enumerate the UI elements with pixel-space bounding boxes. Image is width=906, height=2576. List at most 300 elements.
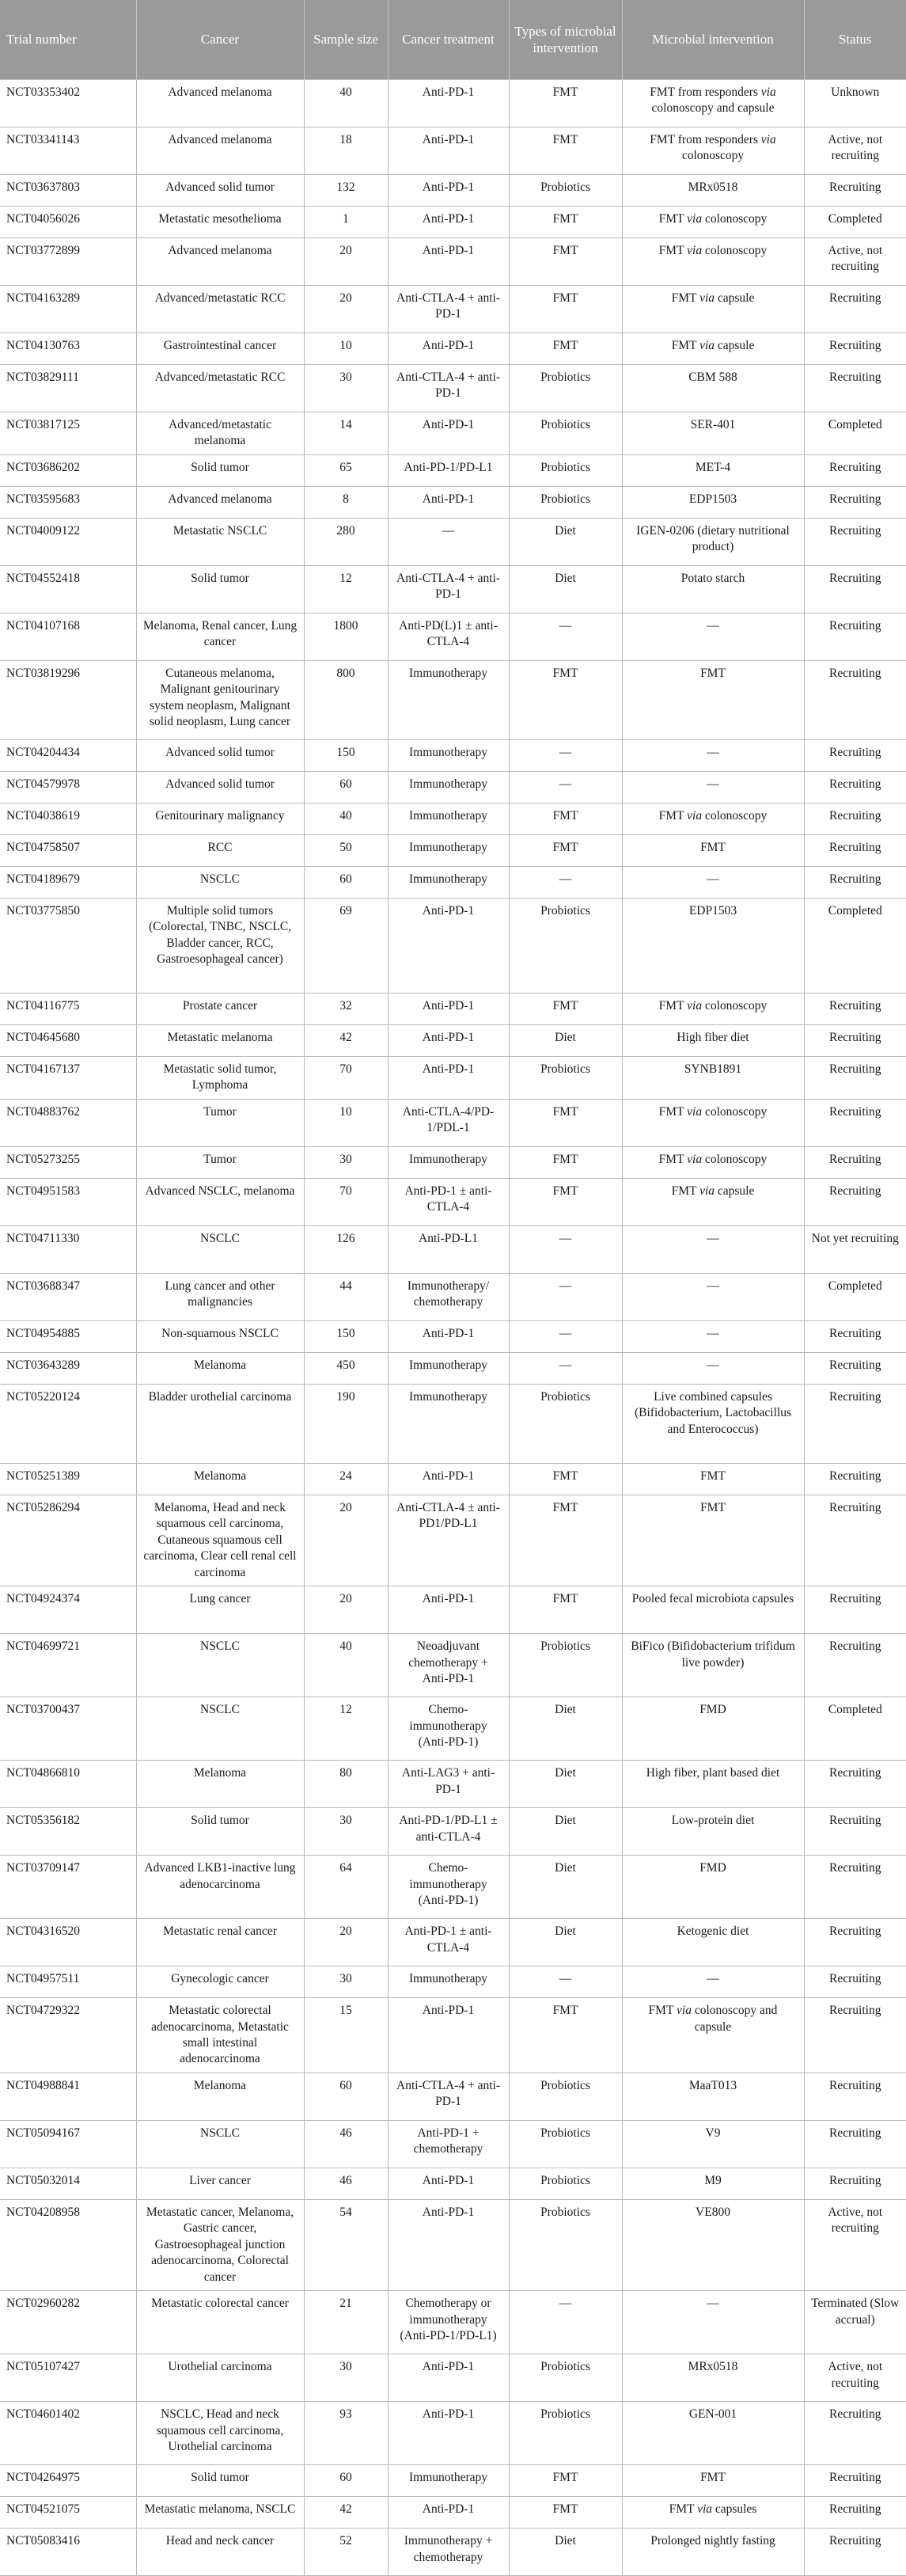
status-cell: Recruiting <box>804 1634 906 1697</box>
microbial-intervention-cell: BiFico (Bifidobacterium trifidum live powder) <box>622 1634 804 1697</box>
cancer-cell: Melanoma <box>136 1761 304 1808</box>
cancer-treatment-cell: Anti-PD-1 <box>388 238 509 286</box>
sample-size-cell: 190 <box>304 1384 388 1463</box>
status-cell: Recruiting <box>804 1586 906 1634</box>
table-row <box>0 1225 906 1273</box>
sample-size-cell: 65 <box>304 454 388 486</box>
cancer-cell: Advanced LKB1-inactive lung adenocarcinoma <box>136 1856 304 1919</box>
status-cell: Recruiting <box>804 565 906 613</box>
trial-number-cell: NCT04552418 <box>0 565 136 613</box>
microbial-intervention-cell: — <box>622 2291 804 2354</box>
trial-number-cell: NCT03353402 <box>0 80 136 127</box>
microbial-intervention-cell: SYNB1891 <box>622 1056 804 1099</box>
microbial-intervention-cell: MRx0518 <box>622 175 804 207</box>
status-cell: Recruiting <box>804 2402 906 2465</box>
table-row <box>0 1634 906 1697</box>
microbial-intervention-cell: Potato starch <box>622 565 804 613</box>
table-row <box>0 1856 906 1919</box>
microbial-intervention-cell: IGEN-0206 (dietary nutritional product) <box>622 518 804 565</box>
cancer-treatment-cell: Anti-PD-1 <box>388 175 509 207</box>
cancer-cell: Non-squamous NSCLC <box>136 1320 304 1352</box>
status-cell: Recruiting <box>804 803 906 834</box>
table-row <box>0 1352 906 1384</box>
table-row <box>0 1966 906 1998</box>
status-cell: Unknown <box>804 80 906 127</box>
trial-number-cell: NCT04729322 <box>0 1998 136 2073</box>
table-row <box>0 1808 906 1856</box>
trial-number-cell: NCT04163289 <box>0 286 136 333</box>
cancer-cell: Advanced melanoma <box>136 80 304 127</box>
cancer-treatment-cell: Anti-PD-1 <box>388 127 509 175</box>
microbial-intervention-cell: FMT from responders via colonoscopy <box>622 127 804 175</box>
status-cell: Recruiting <box>804 1384 906 1463</box>
status-cell: Recruiting <box>804 1919 906 1966</box>
table-body <box>0 80 906 2576</box>
header-row <box>0 0 906 80</box>
trial-number-cell: NCT04167137 <box>0 1056 136 1099</box>
cancer-cell: Tumor <box>136 1146 304 1178</box>
status-cell: Recruiting <box>804 1056 906 1099</box>
microbial-intervention-cell: SER-401 <box>622 412 804 455</box>
cancer-cell: Metastatic melanoma, NSCLC <box>136 2497 304 2529</box>
status-cell: Recruiting <box>804 2073 906 2120</box>
microbial-intervention-cell: High fiber, plant based diet <box>622 1761 804 1808</box>
cancer-treatment-cell: Immunotherapy <box>388 1966 509 1998</box>
table-row <box>0 1586 906 1634</box>
cancer-cell: Metastatic colorectal adenocarcinoma, Metastatic small intestinal adenocarcinoma <box>136 1998 304 2073</box>
table-row <box>0 1320 906 1352</box>
table-row <box>0 1761 906 1808</box>
microbial-type-cell: Diet <box>509 1697 622 1761</box>
cancer-cell: Multiple solid tumors (Colorectal, TNBC, NSCLC, Bladder cancer, RCC, Gastroesophageal cancer) <box>136 898 304 993</box>
status-cell: Not yet recruiting <box>804 1225 906 1273</box>
cancer-treatment-cell: Chemotherapy or immunotherapy (Anti-PD-1/PD-L1) <box>388 2291 509 2354</box>
status-cell: Recruiting <box>804 286 906 333</box>
trial-number-cell: NCT04107168 <box>0 613 136 660</box>
microbial-type-cell: FMT <box>509 1463 622 1495</box>
sample-size-cell: 40 <box>304 80 388 127</box>
cancer-treatment-cell: Anti-PD-1 ± anti-CTLA-4 <box>388 1178 509 1225</box>
trial-number-cell: NCT04954885 <box>0 1320 136 1352</box>
table-row <box>0 2291 906 2354</box>
status-cell: Recruiting <box>804 1352 906 1384</box>
sample-size-cell: 150 <box>304 739 388 771</box>
microbial-type-cell: Diet <box>509 518 622 565</box>
status-cell: Active, not recruiting <box>804 2199 906 2290</box>
status-cell: Terminated (Slow accrual) <box>804 2291 906 2354</box>
microbial-type-cell: Diet <box>509 565 622 613</box>
microbial-intervention-cell: FMD <box>622 1697 804 1761</box>
cancer-treatment-cell: Anti-PD-1 <box>388 1586 509 1634</box>
cancer-cell: Metastatic colorectal cancer <box>136 2291 304 2354</box>
cancer-cell: Advanced solid tumor <box>136 739 304 771</box>
cancer-cell: Melanoma <box>136 1463 304 1495</box>
cancer-treatment-cell: Anti-PD-1 <box>388 993 509 1024</box>
table-header <box>0 0 906 80</box>
microbial-intervention-cell: Prolonged nightly fasting <box>622 2529 804 2576</box>
cancer-cell: Metastatic NSCLC <box>136 518 304 565</box>
trial-number-cell: NCT04130763 <box>0 333 136 365</box>
microbial-type-cell: FMT <box>509 207 622 238</box>
cancer-treatment-cell: Immunotherapy <box>388 739 509 771</box>
status-cell: Recruiting <box>804 1761 906 1808</box>
sample-size-cell: 800 <box>304 660 388 739</box>
cancer-treatment-cell: Anti-CTLA-4 + anti-PD-1 <box>388 286 509 333</box>
microbial-type-cell: — <box>509 1352 622 1384</box>
microbial-intervention-cell: — <box>622 1320 804 1352</box>
microbial-type-cell: FMT <box>509 2497 622 2529</box>
table-row <box>0 1099 906 1146</box>
trial-number-cell: NCT05032014 <box>0 2168 136 2199</box>
status-cell: Active, not recruiting <box>804 127 906 175</box>
microbial-type-cell: FMT <box>509 333 622 365</box>
cancer-treatment-cell: Immunotherapy <box>388 866 509 898</box>
trial-number-cell: NCT04316520 <box>0 1919 136 1966</box>
microbial-intervention-cell: FMT via colonoscopy <box>622 207 804 238</box>
status-cell: Recruiting <box>804 613 906 660</box>
microbial-intervention-cell: EDP1503 <box>622 898 804 993</box>
status-cell: Recruiting <box>804 1178 906 1225</box>
status-cell: Active, not recruiting <box>804 2354 906 2402</box>
microbial-intervention-cell: — <box>622 866 804 898</box>
table-row <box>0 1273 906 1320</box>
microbial-intervention-cell: FMT via colonoscopy and capsule <box>622 1998 804 2073</box>
status-cell: Recruiting <box>804 454 906 486</box>
table-row <box>0 454 906 486</box>
microbial-intervention-cell: CBM 588 <box>622 365 804 412</box>
sample-size-cell: 30 <box>304 1808 388 1856</box>
trial-number-cell: NCT04204434 <box>0 739 136 771</box>
status-cell: Recruiting <box>804 333 906 365</box>
microbial-type-cell: Probiotics <box>509 2354 622 2402</box>
sample-size-cell: 40 <box>304 803 388 834</box>
table-row <box>0 2465 906 2497</box>
status-cell: Recruiting <box>804 2497 906 2529</box>
microbial-type-cell: Probiotics <box>509 1384 622 1463</box>
trial-number-cell: NCT05083416 <box>0 2529 136 2576</box>
trial-number-cell: NCT04699721 <box>0 1634 136 1697</box>
table-row <box>0 1697 906 1761</box>
cancer-cell: Cutaneous melanoma, Malignant genitourinary system neoplasm, Malignant solid neoplasm, Lung cancer <box>136 660 304 739</box>
status-cell: Recruiting <box>804 660 906 739</box>
status-cell: Recruiting <box>804 518 906 565</box>
microbial-type-cell: — <box>509 1273 622 1320</box>
cancer-treatment-cell: Anti-PD-1 <box>388 2354 509 2402</box>
table-row <box>0 834 906 866</box>
cancer-cell: Advanced melanoma <box>136 238 304 286</box>
sample-size-cell: 80 <box>304 1761 388 1808</box>
cancer-treatment-cell: Anti-CTLA-4 + anti-PD-1 <box>388 365 509 412</box>
cancer-cell: Advanced melanoma <box>136 127 304 175</box>
trial-number-cell: NCT05273255 <box>0 1146 136 1178</box>
sample-size-cell: 126 <box>304 1225 388 1273</box>
microbial-type-cell: — <box>509 613 622 660</box>
cancer-treatment-cell: Anti-PD-1 <box>388 2497 509 2529</box>
status-cell: Recruiting <box>804 1463 906 1495</box>
trial-number-cell: NCT04056026 <box>0 207 136 238</box>
microbial-type-cell: Diet <box>509 1808 622 1856</box>
cancer-cell: NSCLC, Head and neck squamous cell carcinoma, Urothelial carcinoma <box>136 2402 304 2465</box>
trial-number-cell: NCT05094167 <box>0 2120 136 2168</box>
microbial-intervention-cell: FMT via colonoscopy <box>622 1099 804 1146</box>
microbial-type-cell: — <box>509 1225 622 1273</box>
status-cell: Recruiting <box>804 1099 906 1146</box>
table-row <box>0 486 906 518</box>
microbial-intervention-cell: MRx0518 <box>622 2354 804 2402</box>
trial-number-cell: NCT04601402 <box>0 2402 136 2465</box>
microbial-intervention-cell: M9 <box>622 2168 804 2199</box>
microbial-type-cell: Probiotics <box>509 1056 622 1099</box>
cancer-cell: Prostate cancer <box>136 993 304 1024</box>
header-cancer-treatment: Cancer treatment <box>388 0 509 80</box>
sample-size-cell: 46 <box>304 2168 388 2199</box>
table-row <box>0 412 906 455</box>
cancer-treatment-cell: Neoadjuvant chemotherapy + Anti-PD-1 <box>388 1634 509 1697</box>
table-row <box>0 1056 906 1099</box>
cancer-treatment-cell: Anti-PD-1 <box>388 1320 509 1352</box>
microbial-type-cell: FMT <box>509 1998 622 2073</box>
header-sample-size: Sample size <box>304 0 388 80</box>
microbial-type-cell: Probiotics <box>509 2120 622 2168</box>
table-row <box>0 1178 906 1225</box>
status-cell: Recruiting <box>804 1998 906 2073</box>
cancer-treatment-cell: Immunotherapy <box>388 771 509 803</box>
table-row <box>0 1919 906 1966</box>
sample-size-cell: 70 <box>304 1056 388 1099</box>
cancer-treatment-cell: Immunotherapy <box>388 1384 509 1463</box>
cancer-cell: Lung cancer <box>136 1586 304 1634</box>
microbial-intervention-cell: FMT <box>622 1495 804 1586</box>
table-row <box>0 333 906 365</box>
sample-size-cell: 46 <box>304 2120 388 2168</box>
status-cell: Recruiting <box>804 2465 906 2497</box>
cancer-treatment-cell: Anti-PD-1 <box>388 2402 509 2465</box>
cancer-cell: NSCLC <box>136 1225 304 1273</box>
microbial-type-cell: Probiotics <box>509 365 622 412</box>
microbial-type-cell: Probiotics <box>509 454 622 486</box>
cancer-treatment-cell: Anti-LAG3 + anti-PD-1 <box>388 1761 509 1808</box>
cancer-cell: Advanced/metastatic RCC <box>136 365 304 412</box>
cancer-cell: NSCLC <box>136 1634 304 1697</box>
table-row <box>0 803 906 834</box>
microbial-type-cell: FMT <box>509 660 622 739</box>
sample-size-cell: 44 <box>304 1273 388 1320</box>
sample-size-cell: 93 <box>304 2402 388 2465</box>
table-row <box>0 771 906 803</box>
microbial-intervention-cell: — <box>622 1352 804 1384</box>
cancer-treatment-cell: Immunotherapy <box>388 1352 509 1384</box>
table-row <box>0 286 906 333</box>
status-cell: Completed <box>804 412 906 455</box>
trial-number-cell: NCT04883762 <box>0 1099 136 1146</box>
microbial-type-cell: — <box>509 771 622 803</box>
status-cell: Recruiting <box>804 1966 906 1998</box>
microbial-type-cell: Probiotics <box>509 2073 622 2120</box>
cancer-cell: Melanoma <box>136 2073 304 2120</box>
trial-number-cell: NCT04116775 <box>0 993 136 1024</box>
trial-number-cell: NCT04711330 <box>0 1225 136 1273</box>
trial-number-cell: NCT03341143 <box>0 127 136 175</box>
trial-number-cell: NCT05107427 <box>0 2354 136 2402</box>
microbial-type-cell: FMT <box>509 127 622 175</box>
cancer-cell: Gynecologic cancer <box>136 1966 304 1998</box>
trial-number-cell: NCT04189679 <box>0 866 136 898</box>
sample-size-cell: 40 <box>304 1634 388 1697</box>
cancer-cell: Solid tumor <box>136 1808 304 1856</box>
header-microbial-intervention: Microbial intervention <box>622 0 804 80</box>
table-row <box>0 238 906 286</box>
microbial-intervention-cell: MaaT013 <box>622 2073 804 2120</box>
sample-size-cell: 24 <box>304 1463 388 1495</box>
cancer-cell: Advanced solid tumor <box>136 771 304 803</box>
microbial-type-cell: FMT <box>509 1146 622 1178</box>
table-row <box>0 2199 906 2290</box>
sample-size-cell: 10 <box>304 333 388 365</box>
microbial-intervention-cell: FMT via colonoscopy <box>622 238 804 286</box>
microbial-type-cell: — <box>509 1966 622 1998</box>
microbial-type-cell: Probiotics <box>509 175 622 207</box>
table-row <box>0 365 906 412</box>
cancer-treatment-cell: — <box>388 518 509 565</box>
microbial-type-cell: FMT <box>509 80 622 127</box>
microbial-intervention-cell: Pooled fecal microbiota capsules <box>622 1586 804 1634</box>
table-row <box>0 739 906 771</box>
microbial-intervention-cell: FMT <box>622 834 804 866</box>
sample-size-cell: 60 <box>304 2465 388 2497</box>
cancer-treatment-cell: Anti-PD-1 ± anti-CTLA-4 <box>388 1919 509 1966</box>
cancer-cell: Advanced solid tumor <box>136 175 304 207</box>
sample-size-cell: 64 <box>304 1856 388 1919</box>
trial-number-cell: NCT04758507 <box>0 834 136 866</box>
cancer-cell: Metastatic solid tumor, Lymphoma <box>136 1056 304 1099</box>
microbial-type-cell: FMT <box>509 286 622 333</box>
cancer-treatment-cell: Anti-PD-1 <box>388 1463 509 1495</box>
sample-size-cell: 21 <box>304 2291 388 2354</box>
cancer-treatment-cell: Anti-PD-1 <box>388 1056 509 1099</box>
microbial-intervention-cell: FMT via capsule <box>622 1178 804 1225</box>
sample-size-cell: 8 <box>304 486 388 518</box>
trial-number-cell: NCT03817125 <box>0 412 136 455</box>
sample-size-cell: 12 <box>304 565 388 613</box>
microbial-type-cell: FMT <box>509 803 622 834</box>
trial-number-cell: NCT04009122 <box>0 518 136 565</box>
sample-size-cell: 60 <box>304 866 388 898</box>
microbial-intervention-cell: VE800 <box>622 2199 804 2290</box>
cancer-cell: Metastatic renal cancer <box>136 1919 304 1966</box>
status-cell: Recruiting <box>804 1320 906 1352</box>
microbial-intervention-cell: FMT via capsule <box>622 333 804 365</box>
status-cell: Active, not recruiting <box>804 238 906 286</box>
header-status: Status <box>804 0 906 80</box>
status-cell: Recruiting <box>804 771 906 803</box>
trial-number-cell: NCT04038619 <box>0 803 136 834</box>
microbial-type-cell: Probiotics <box>509 486 622 518</box>
cancer-cell: Metastatic melanoma <box>136 1024 304 1056</box>
cancer-treatment-cell: Chemo-immunotherapy (Anti-PD-1) <box>388 1697 509 1761</box>
cancer-treatment-cell: Immunotherapy <box>388 2465 509 2497</box>
cancer-treatment-cell: Immunotherapy <box>388 803 509 834</box>
trial-number-cell: NCT02960282 <box>0 2291 136 2354</box>
microbial-intervention-cell: FMT <box>622 1463 804 1495</box>
sample-size-cell: 280 <box>304 518 388 565</box>
cancer-treatment-cell: Anti-CTLA-4 + anti-PD-1 <box>388 565 509 613</box>
cancer-treatment-cell: Immunotherapy <box>388 834 509 866</box>
cancer-cell: Genitourinary malignancy <box>136 803 304 834</box>
table-row <box>0 1024 906 1056</box>
status-cell: Recruiting <box>804 365 906 412</box>
cancer-cell: Metastatic cancer, Melanoma, Gastric cancer, Gastroesophageal junction adenocarcinoma, Colorectal cancer <box>136 2199 304 2290</box>
microbial-type-cell: FMT <box>509 1586 622 1634</box>
status-cell: Completed <box>804 898 906 993</box>
sample-size-cell: 20 <box>304 1919 388 1966</box>
sample-size-cell: 20 <box>304 286 388 333</box>
trial-number-cell: NCT03643289 <box>0 1352 136 1384</box>
table-row <box>0 565 906 613</box>
trial-number-cell: NCT03700437 <box>0 1697 136 1761</box>
trial-number-cell: NCT04951583 <box>0 1178 136 1225</box>
cancer-treatment-cell: Anti-PD-1 <box>388 80 509 127</box>
trial-number-cell: NCT03772899 <box>0 238 136 286</box>
microbial-type-cell: FMT <box>509 238 622 286</box>
status-cell: Recruiting <box>804 2529 906 2576</box>
trial-number-cell: NCT05251389 <box>0 1463 136 1495</box>
microbial-intervention-cell: FMT via colonoscopy <box>622 803 804 834</box>
trial-number-cell: NCT03688347 <box>0 1273 136 1320</box>
cancer-cell: NSCLC <box>136 2120 304 2168</box>
microbial-type-cell: FMT <box>509 993 622 1024</box>
trial-number-cell: NCT04924374 <box>0 1586 136 1634</box>
sample-size-cell: 12 <box>304 1697 388 1761</box>
sample-size-cell: 30 <box>304 365 388 412</box>
trial-number-cell: NCT04988841 <box>0 2073 136 2120</box>
sample-size-cell: 69 <box>304 898 388 993</box>
cancer-treatment-cell: Immunotherapy + chemotherapy <box>388 2529 509 2576</box>
cancer-cell: Advanced NSCLC, melanoma <box>136 1178 304 1225</box>
microbial-type-cell: FMT <box>509 2465 622 2497</box>
microbial-type-cell: — <box>509 739 622 771</box>
header-trial-number: Trial number <box>0 0 136 80</box>
status-cell: Recruiting <box>804 1856 906 1919</box>
sample-size-cell: 30 <box>304 2354 388 2402</box>
table-row <box>0 518 906 565</box>
status-cell: Recruiting <box>804 486 906 518</box>
trial-number-cell: NCT03686202 <box>0 454 136 486</box>
header-cancer: Cancer <box>136 0 304 80</box>
cancer-cell: Advanced/metastatic RCC <box>136 286 304 333</box>
header-microbial-type: Types of microbial intervention <box>509 0 622 80</box>
microbial-type-cell: FMT <box>509 1099 622 1146</box>
trial-number-cell: NCT04957511 <box>0 1966 136 1998</box>
microbial-intervention-cell: — <box>622 1966 804 1998</box>
microbial-intervention-cell: — <box>622 771 804 803</box>
microbial-type-cell: Probiotics <box>509 2168 622 2199</box>
status-cell: Recruiting <box>804 866 906 898</box>
cancer-treatment-cell: Anti-PD(L)1 ± anti-CTLA-4 <box>388 613 509 660</box>
table-row <box>0 1146 906 1178</box>
cancer-treatment-cell: Anti-CTLA-4/PD-1/PDL-1 <box>388 1099 509 1146</box>
cancer-treatment-cell: Anti-PD-1 <box>388 486 509 518</box>
cancer-treatment-cell: Anti-PD-L1 <box>388 1225 509 1273</box>
microbial-intervention-cell: — <box>622 739 804 771</box>
microbial-intervention-cell: FMT <box>622 2465 804 2497</box>
cancer-cell: Liver cancer <box>136 2168 304 2199</box>
status-cell: Completed <box>804 1273 906 1320</box>
status-cell: Recruiting <box>804 739 906 771</box>
sample-size-cell: 32 <box>304 993 388 1024</box>
trial-number-cell: NCT03709147 <box>0 1856 136 1919</box>
table-row <box>0 2073 906 2120</box>
trial-number-cell: NCT04208958 <box>0 2199 136 2290</box>
